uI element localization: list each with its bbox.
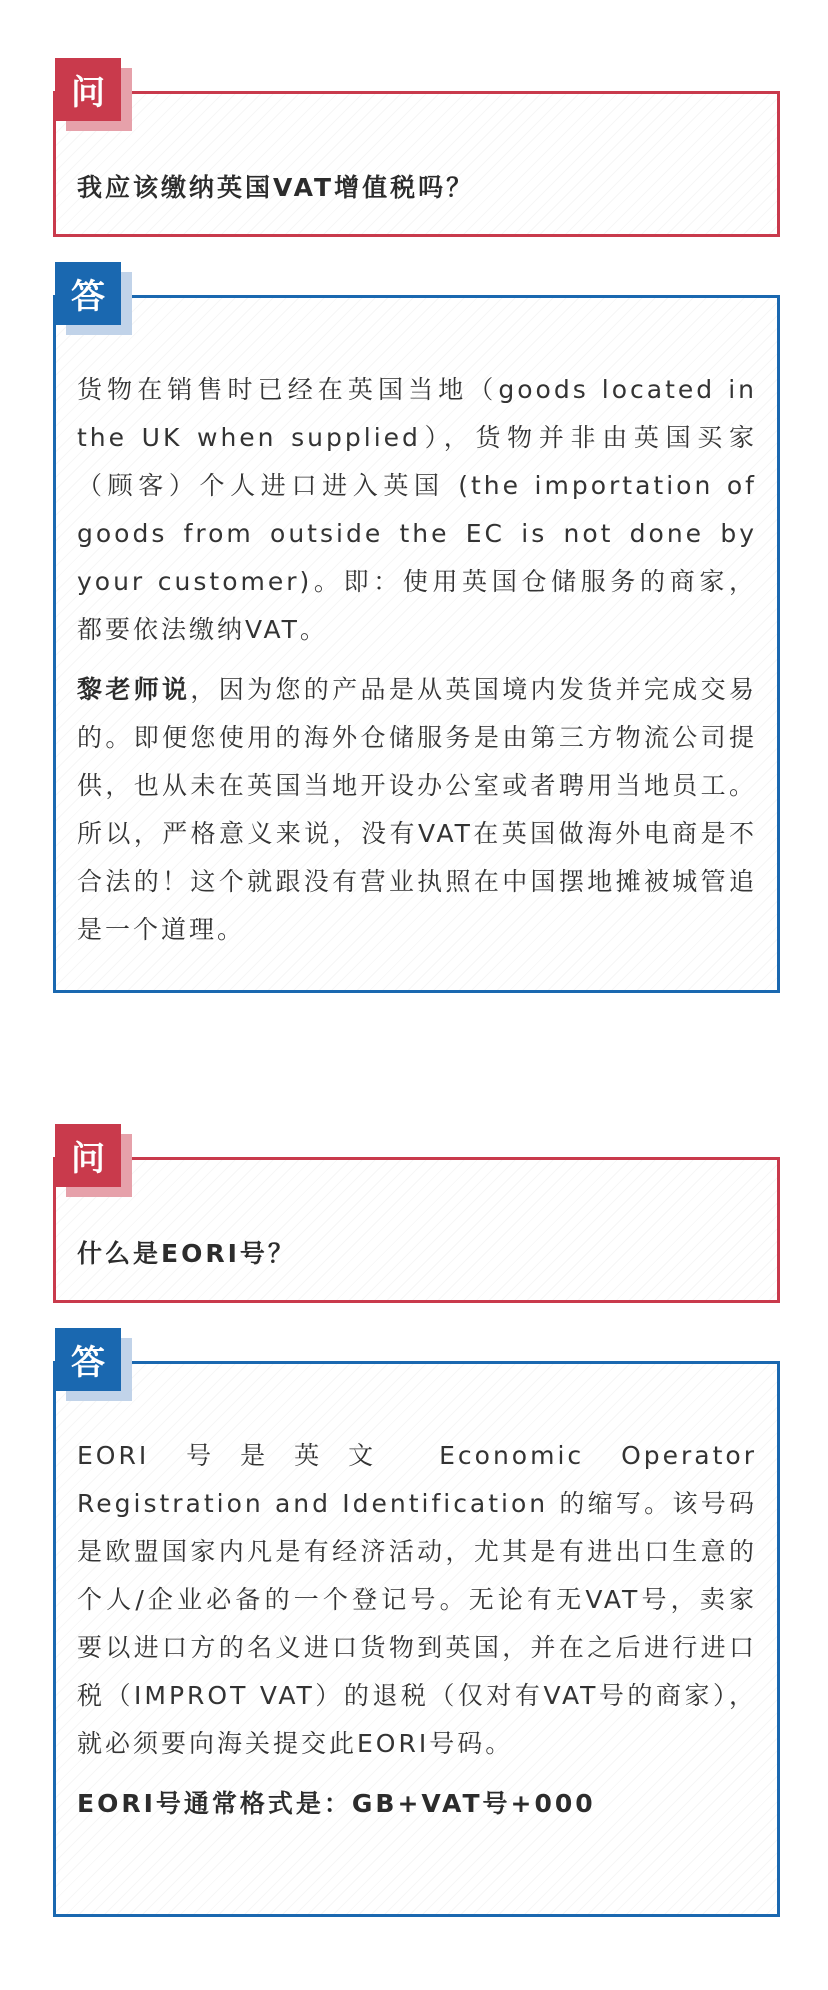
question-text-2: 什么是EORI号？ — [77, 1239, 296, 1268]
question-card-2 — [53, 1157, 780, 1303]
answer-paragraph — [77, 1780, 757, 1828]
answer-badge-label: 答 — [55, 262, 121, 325]
teacher-says-label: 黎老师说 — [77, 675, 191, 704]
answer-paragraph: EORI 号是英文 Economic Operator Registration and Identification 的缩写。该号码是欧盟国家内凡是有经济活动，尤其是有进出口生意的个人/企业必备的一个登记号。无论有无VAT号，卖家要以进口方的名义进口货物到英国，并在之后进行进口税（IMPROT VAT）的退税（仅对有VAT号的商家），就必须要向海关提交此EORI号码。 — [77, 1441, 757, 1758]
eori-format: EORI号通常格式是：GB+VAT号+000 — [77, 1789, 596, 1818]
answer-badge-label: 答 — [55, 1328, 121, 1391]
answer-paragraph — [77, 666, 757, 954]
question-badge-1 — [55, 58, 134, 133]
answer-paragraph: 货物在销售时已经在英国当地（goods located in the UK when supplied），货物并非由英国买家（顾客）个人进口进入英国 (the importation of goods from outside the EC is not done by your customer)。即：使用英国仓储服务的商家，都要依法缴纳VAT。 — [77, 375, 757, 644]
answer-badge-2 — [55, 1328, 134, 1403]
question-badge-2 — [55, 1124, 134, 1199]
question-badge-label: 问 — [55, 1124, 121, 1187]
question-badge-label: 问 — [55, 58, 121, 121]
answer-paragraph-body: ，因为您的产品是从英国境内发货并完成交易的。即便您使用的海外仓储服务是由第三方物流公司提供，也从未在英国当地开设办公室或者聘用当地员工。所以，严格意义来说，没有VAT在英国做海外电商是不合法的！这个就跟没有营业执照在中国摆地摊被城管追是一个道理。 — [77, 675, 757, 944]
answer-badge-1 — [55, 262, 134, 337]
question-text-1: 我应该缴纳英国VAT增值税吗？ — [77, 173, 475, 202]
answer-text-1 — [77, 366, 757, 954]
answer-text-2 — [77, 1432, 757, 1828]
question-card-1 — [53, 91, 780, 237]
